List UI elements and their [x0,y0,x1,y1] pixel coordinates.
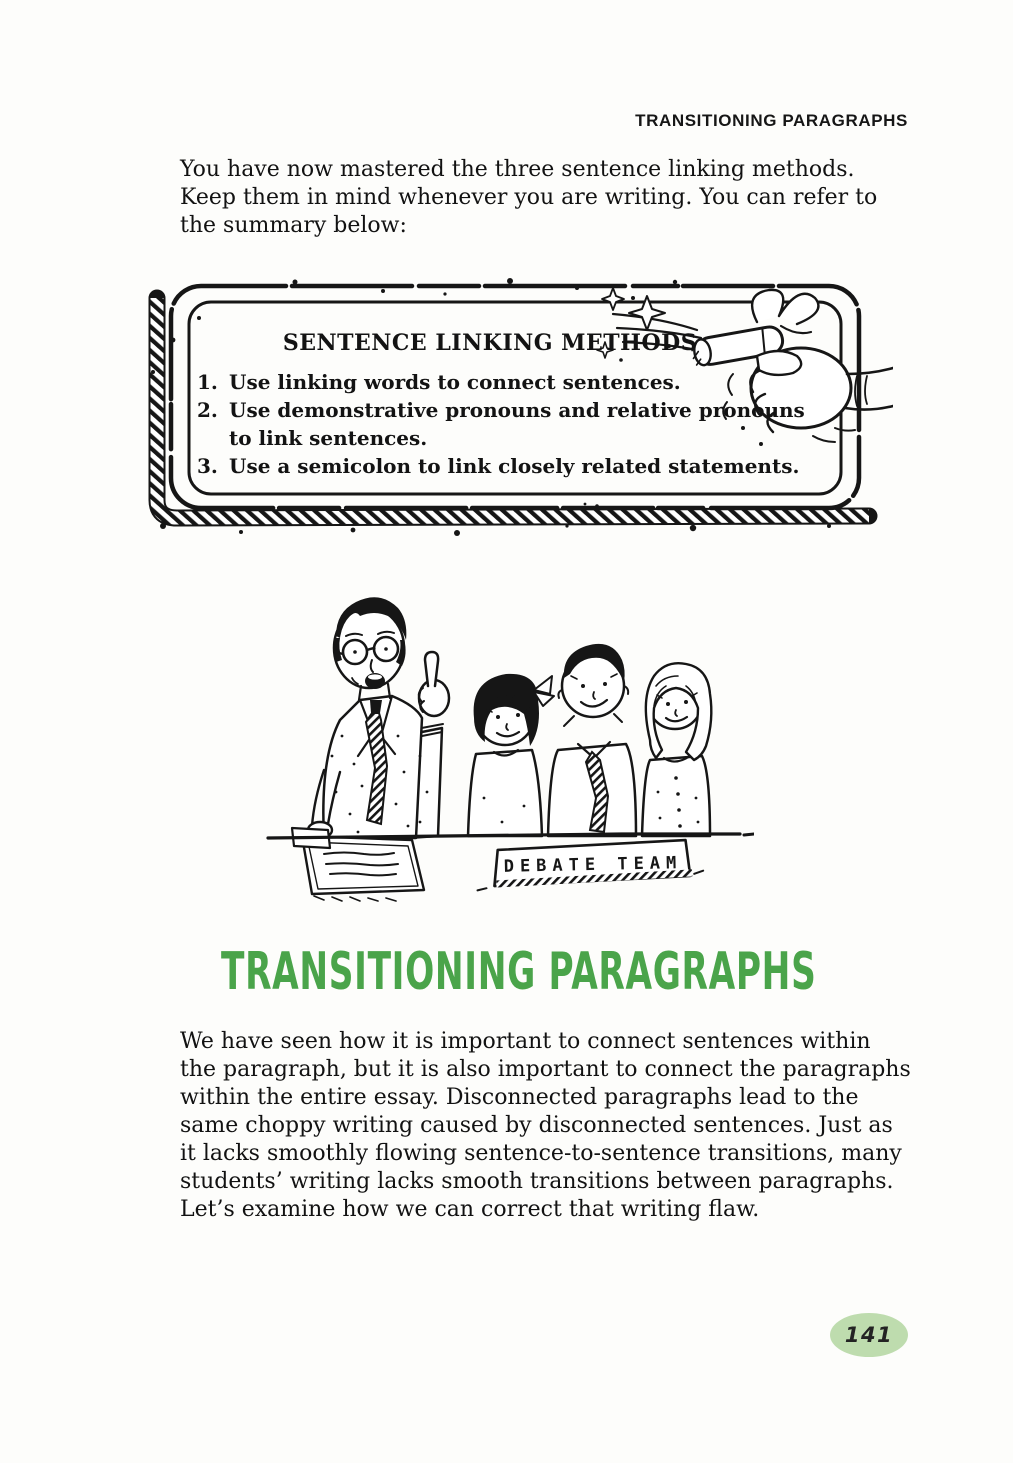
methods-list [197,368,837,480]
body-line: it lacks smoothly flowing sentence-to-sentence transitions, many [180,1141,902,1166]
method-item [197,396,837,452]
intro-paragraph [180,156,877,240]
intro-line: You have now mastered the three sentence linking methods. [180,157,855,182]
coach-figure [292,597,449,901]
sign-text: DEBATE TEAM [503,853,683,877]
body-line: the paragraph, but it is also important to connect the paragraphs [180,1057,911,1082]
debate-team-sign [477,840,704,891]
method-number: 1. [197,370,218,394]
section-heading: TRANSITIONING PARAGRAPHS [221,942,817,1002]
body-line: students’ writing lacks smooth transitions between paragraphs. [180,1169,894,1194]
method-text: Use linking words to connect sentences. [229,370,681,394]
girl-with-bow-figure [468,674,554,836]
page-number-badge [830,1313,908,1357]
method-text: Use a semicolon to link closely related statements. [229,454,800,478]
body-line: same choppy writing caused by disconnected sentences. Just as [180,1113,893,1138]
girl-right-figure [642,663,711,836]
debate-team-illustration [262,586,754,922]
method-text: to link sentences. [229,426,428,450]
method-number: 2. [197,398,218,422]
method-item [197,452,837,480]
intro-line: the summary below: [180,213,407,238]
body-line: Let’s examine how we can correct that writing flaw. [180,1197,760,1222]
method-number: 3. [197,454,218,478]
body-line: within the entire essay. Disconnected paragraphs lead to the [180,1085,859,1110]
page-number: 141 [844,1323,894,1347]
running-head: TRANSITIONING PARAGRAPHS [635,111,908,130]
method-item [197,368,837,396]
sentence-linking-methods-box [145,276,893,544]
intro-line: Keep them in mind whenever you are writing. You can refer to [180,185,878,210]
box-title: SENTENCE LINKING METHODS [282,330,698,356]
boy-figure [548,644,636,836]
method-text: Use demonstrative pronouns and relative pronouns [229,398,805,422]
body-line: We have seen how it is important to connect sentences within [180,1029,871,1054]
body-paragraph [180,1028,911,1224]
